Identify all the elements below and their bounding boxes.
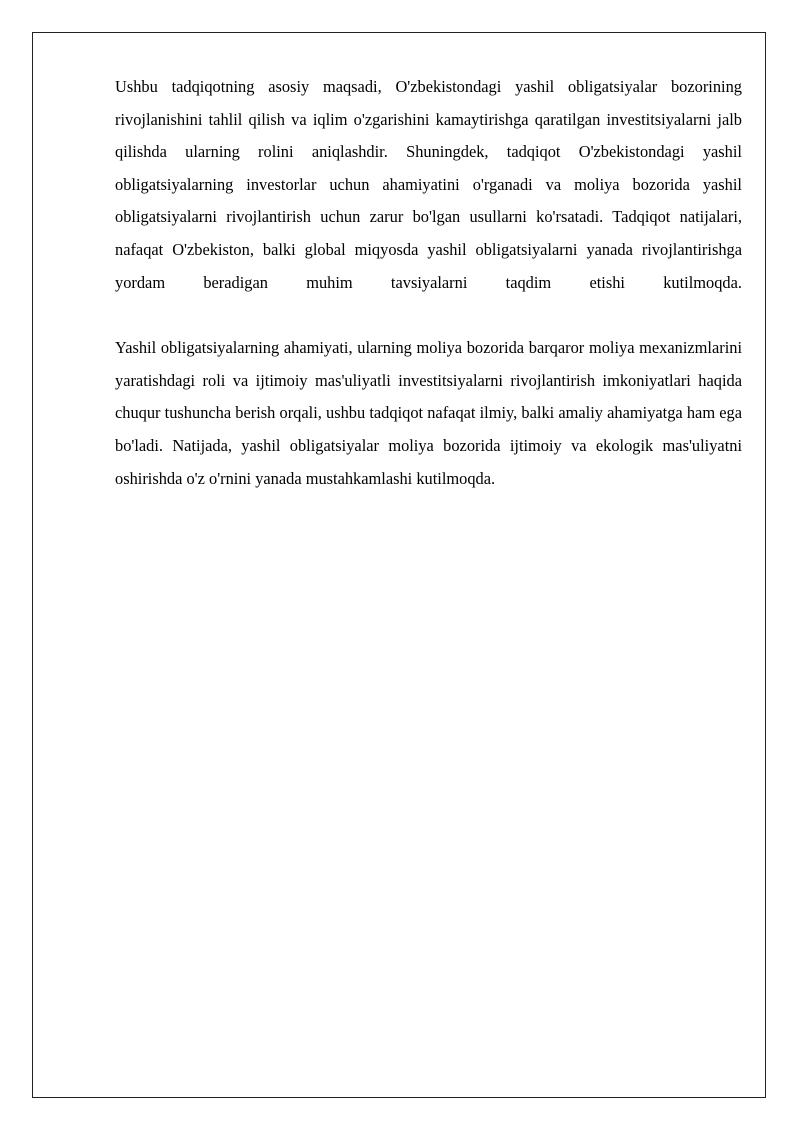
paragraph-spacer [115,299,742,332]
paragraph-2: Yashil obligatsiyalarning ahamiyati, ularning moliya bozorida barqaror moliya mexanizmlarini yaratishdagi roli va ijtimoiy mas'uliyatli investitsiyalarni rivojlantirish imkoniyatlari haqida chuqur tushuncha berish orqali, ushbu tadqiqot nafaqat ilmiy, balki amaliy ahamiyatga ham ega bo'ladi. Natijada, yashil obligatsiyalar moliya bozorida ijtimoiy va ekologik mas'uliyatni oshirishda o'z o'rnini yanada mustahkamlashi kutilmoqda. [115,338,742,488]
paragraph-1: Ushbu tadqiqotning asosiy maqsadi, O'zbekistondagi yashil obligatsiyalar bozorining rivojlanishini tahlil qilish va iqlim o'zgarishini kamaytirishga qaratilgan investitsiyalarni jalb qilishda ularning rolini aniqlashdir. Shuningdek, tadqiqot O'zbekistondagi yashil obligatsiyalarning investorlar uchun ahamiyatini o'rganadi va moliya bozorida yashil obligatsiyalarni rivojlantirish uchun zarur bo'lgan usullarni ko'rsatadi. Tadqiqot natijalari, nafaqat O'zbekiston, balki global miqyosda yashil obligatsiyalarni yanada rivojlantirishga yordam beradigan muhim tavsiyalarni taqdim etishi kutilmoqda. [115,77,742,292]
document-body [115,71,742,495]
